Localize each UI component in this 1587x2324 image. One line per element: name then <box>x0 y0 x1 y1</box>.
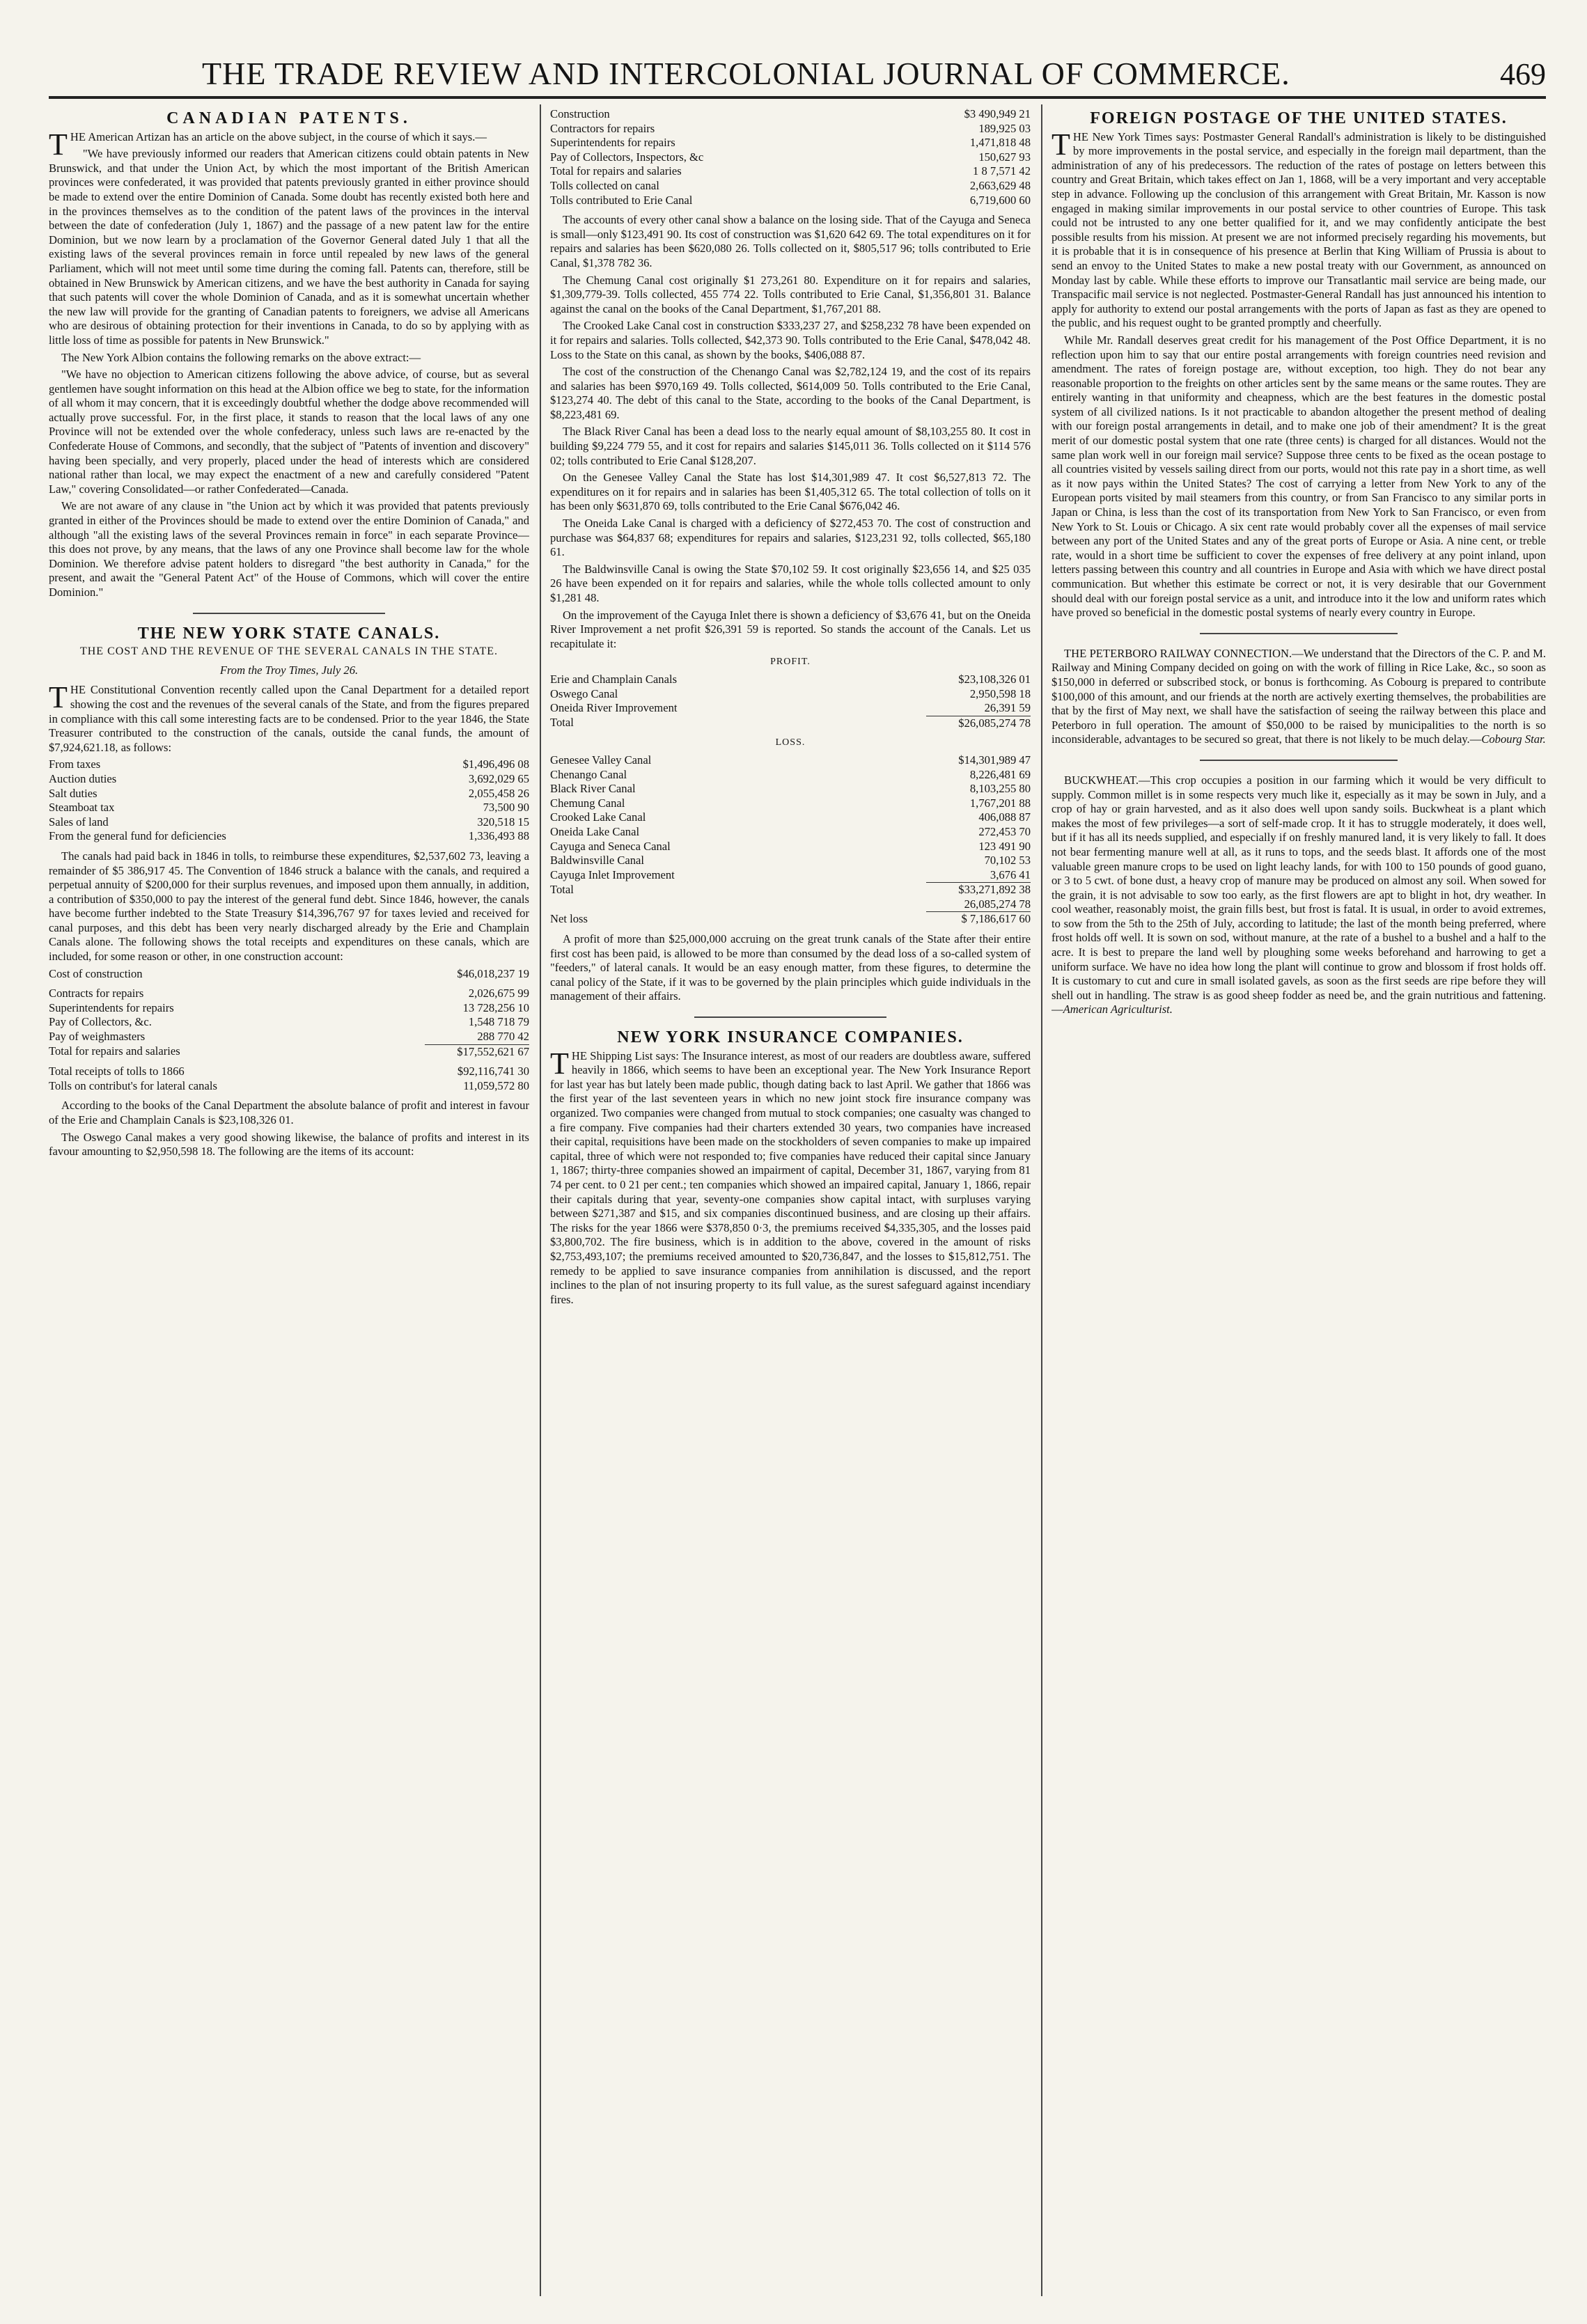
masthead <box>49 42 1546 99</box>
profit-label: PROFIT. <box>770 657 811 668</box>
table-row: Pay of Collectors, &c. 1,548 718 79 <box>49 1015 529 1029</box>
paragraph: On the Genesee Valley Canal the State has lost $14,301,989 47. It cost $6,527,813 72. The expenditures on it for repairs and in salaries has been $1,405,312 65. The total collection of tolls on it has been only $631,870 69, tolls contributed to the Erie Canal $676,042 46. <box>550 471 1031 513</box>
table-row: Pay of Collectors, Inspectors, &c 150,627 93 <box>550 150 1031 164</box>
table-row: Chemung Canal 1,767,201 88 <box>550 796 1031 810</box>
railway-item: THE PETERBORO RAILWAY CONNECTION.—We understand that the Directors of the C. P. and M. Railway and Mining Company decided on going on with the work of filling in Rice Lake, &c., so soon as $150,000 in deferred or subscribed stock, or bonus is forthcoming. As Cobourg is prepared to contribute $100,000 of this amount, and our friends at the north are actively exerting themselves, the probabilities are that by the first of May next, we shall have the satisfaction of seeing the railway between this place and Peterboro in full operation. The amount of $50,000 to be raised by municipalities to the north is so inconsiderable, advantages to be secured so great, that there is not likely to be much delay.—Cobourg Star. <box>1052 646 1546 746</box>
paragraph: On the improvement of the Cayuga Inlet there is shown a deficiency of $3,676 41, but on the Oneida River Improvement a net profit $26,391 59 is reported. So stands the account of the Canals. Let us recapitulate it: <box>550 608 1031 650</box>
section-divider <box>193 613 385 614</box>
paragraph: "We have no objection to American citizens following the above advice, of course, but as several gentlemen have sought information on this head at the Albion office we beg to state, for the information of all whom it may concern, that it is exceedingly doubtful whether the dodge above recommended will actually prove successful. For, in the first place, it stands to reason that the local laws of any one Province will not be extended over the whole confederacy, unless such laws are re-enacted by the Confederate House of Commons, and secondly, that the subject of "Patents of invention and discovery" having been specially, and very properly, placed under the head of interests which are considered national rather than local, we may expect the enactment of a new and carefully considered "Patent Law," covering Consolidated—or rather Confederated—Canada. <box>49 368 529 496</box>
article-heading-patents: CANADIAN PATENTS. <box>166 109 412 127</box>
paragraph: The Crooked Lake Canal cost in construction $333,237 27, and $258,232 78 have been expended on it for repairs and salaries. Tolls collected, $42,373 90. Tolls contributed to the Erie Canal, $478,042 48. Loss to the State on this canal, as shown by the books, $406,088 87. <box>550 319 1031 361</box>
table-row: Sales of land 320,518 15 <box>49 815 529 829</box>
table-row: Superintendents for repairs 1,471,818 48 <box>550 136 1031 150</box>
table-row: Cost of construction $46,018,237 19 <box>49 966 529 980</box>
journal-title: THE TRADE REVIEW AND INTERCOLONIAL JOURNAL OF COMMERCE. <box>202 56 1290 91</box>
net-loss-row: Net loss $ 7,186,617 60 <box>550 911 1031 926</box>
paragraph: The accounts of every other canal show a balance on the losing side. That of the Cayuga and Seneca is small—only $123,491 90. Its cost of construction was $1,620 642 69. The total expenditures on it for repairs and salaries has been $620,080 26. Tolls collected on it, $805,517 96; tolls contributed to Erie Canal, $1,378 782 36. <box>550 213 1031 269</box>
table-total-row: Total for repairs and salaries $17,552,621 67 <box>49 1044 529 1058</box>
paragraph: The Baldwinsville Canal is owing the State $70,102 59. It cost originally $23,656 14, and $25 035 26 have been expended on it for repairs and salaries, while the whole tolls collected amount to only $1,281 48. <box>550 562 1031 604</box>
column-rule <box>540 104 541 2296</box>
buckwheat-item: BUCKWHEAT.—This crop occupies a position in our farming which it would be very difficult to supply. Common millet is in some respects very much like it, especially as it may be sown in July, and a crop of hay or grain harvested, and as it also does well upon sandy soils. Buckwheat is a plant which makes the most of few privileges—a sort of self-made crop. It it has to struggle moderately, it does well, but if it has all its needs supplied, and especially if on freshly manured land, it is very likely to fall. It does not bear fermenting manure well at all, as it runs to tops, and the seeds blast. It affords one of the most valuable green manure crops to be used on light leachy lands, for with 100 to 150 pounds of good guano, or 3 to 5 cwt. of bone dust, a heavy crop of manure may be produced on almost any soil. When sowed for the grain, it is not advisable to sow too early, as the first flowers are apt to blight in hot, dry weather. In cool weather, reasonably moist, the grain fills best, but frost is fatal. It is usual, in order to avoid extremes, to sow from the 5th to the 25th of July, according to latitude; the last of the month being preferred, where frost holds off well. It is sown on sod, without manure, at the rate of a bushel to a bushel and a half to the acre. It is best to prepare the land well by ploughing some weeks beforehand and harrowing to get a uniform surface. We have no idea how long the plant will continue to grow and blossom if frost holds off. It is customary to cut and cure in small isolated gavels, as soon as the first seeds are ripe before they will shell out in handling. The straw is as good sheep fodder as need be, and the grain nutritious and fattening.—American Agriculturist. <box>1052 773 1546 1016</box>
article-heading-insurance: NEW YORK INSURANCE COMPANIES. <box>617 1028 964 1047</box>
table-row: Cayuga Inlet Improvement 3,676 41 <box>550 867 1031 881</box>
table-row: Total receipts of tolls to 1866 $92,116,741 30 <box>49 1065 529 1078</box>
table-row: Chenango Canal 8,226,481 69 <box>550 767 1031 781</box>
paragraph: A profit of more than $25,000,000 accruing on the great trunk canals of the State after their entire first cost has been paid, is allowed to be more than consumed by the dead loss of a so-called system of "feeders," of lateral canals. It would be an easy enough matter, from these figures, to determine the canal policy of the State, if it was to be governed by the plain principles which guide individuals in the management of their affairs. <box>550 932 1031 1003</box>
paragraph: THE Constitutional Convention recently called upon the Canal Department for a detailed report showing the cost and the revenues of the several canals of the State, and from the figures prepared in compliance with this call some interesting facts are to be condensed. Prior to the year 1846, the State Treasurer contributed to the construction of the canals, outside the canal funds, the amount of $7,924,621.18, as follows: <box>49 680 529 754</box>
table-row: Erie and Champlain Canals $23,108,326 01 <box>550 672 1031 686</box>
table-row: Oswego Canal 2,950,598 18 <box>550 686 1031 700</box>
column-1 <box>49 104 529 2296</box>
article-heading-canals: THE NEW YORK STATE CANALS. <box>137 624 441 643</box>
article-heading-postage: FOREIGN POSTAGE OF THE UNITED STATES. <box>1090 109 1508 127</box>
article-source: From the Troy Times, July 26. <box>219 663 359 677</box>
paragraph: The Black River Canal has been a dead loss to the nearly equal amount of $8,103,255 80. It cost in building $9,224 779 55, and it cost for repairs and salaries $145,011 36. Tolls collected on it $114 576 02; tolls contributed to Erie Canal $128,207. <box>550 425 1031 467</box>
table-row: Tolls collected on canal 2,663,629 48 <box>550 178 1031 192</box>
loss-table <box>550 753 1031 927</box>
construction-table <box>49 967 529 982</box>
table-row: Oneida River Improvement 26,391 59 <box>550 701 1031 715</box>
table-row: Black River Canal 8,103,255 80 <box>550 782 1031 796</box>
paragraph: The canals had paid back in 1846 in tolls, to reimburse these expenditures, $2,537,602 73, leaving a remainder of $5 386,917 45. The Convention of 1846 struck a balance with the canals, and required a perpetual annuity of $200,000 for their surplus revenues, and imposed upon them annually, in addition, a contribution of $350,000 to pay the interest of the general fund debt. Since 1846, however, the canals have become further indebted to the State Treasury $14,396,767 97 for taxes levied and received for canal purposes, and this debt has been very nearly discharged already by the Erie and Champlain Canals alone. The following shows the total receipts and expenditures on these canals, which are included, for some reason or other, in one construction account: <box>49 849 529 964</box>
paragraph: According to the books of the Canal Department the absolute balance of profit and interest in favour of the Erie and Champlain Canals is $23,108,326 01. <box>49 1099 529 1126</box>
table-row: Contracts for repairs 2,026,675 99 <box>49 987 529 1000</box>
article-subheading: THE COST AND THE REVENUE OF THE SEVERAL CANALS IN THE STATE. <box>79 645 499 658</box>
table-total-row: Total $26,085,274 78 <box>550 716 1031 730</box>
table-total-row: Total $33,271,892 38 <box>550 882 1031 897</box>
table-row: Genesee Valley Canal $14,301,989 47 <box>550 753 1031 767</box>
paragraph: The Oswego Canal makes a very good showing likewise, the balance of profits and interest in its favour amounting to $2,950,598 18. The following are the items of its account: <box>49 1130 529 1159</box>
page-number: 469 <box>1500 57 1546 91</box>
table-row: Baldwinsville Canal 70,102 53 <box>550 854 1031 867</box>
paragraph: We are not aware of any clause in "the Union act by which it was provided that patents previously granted in either of the Provinces should be made to extend over the entire Dominion of Canada," and although "all the existing laws of the several Provinces remain in force" in each separate Province—this does not prove, by any means, that the laws of any one Province shall become law for the whole Dominion. We therefore advise patent holders to disregard "the best authority in Canada," for the present, and await the "General Patent Act" of the House of Commons, which will cover the entire Dominion." <box>49 499 529 599</box>
table-row: From the general fund for deficiencies 1,336,493 88 <box>49 829 529 843</box>
profit-table <box>550 673 1031 730</box>
table-row: Pay of weighmasters 288 770 42 <box>49 1030 529 1044</box>
table-row: Contractors for repairs 189,925 03 <box>550 121 1031 135</box>
paragraph: The New York Albion contains the following remarks on the above extract:— <box>61 350 421 364</box>
paragraph: While Mr. Randall deserves great credit for his management of the Post Office Department, it is no reflection upon him to say that our entire postal arrangements with foreign countries need revision and amendment. The rates of foreign postage are, without exception, too high. They do not bear any reasonable proportion to the freights on other articles sent by the same means or the same routes. They are entirely wanting in that uniformity and cheapness, which are the best features in the domestic postal system of all civilized nations. Is it not practicable to abandon altogether the present method of dealing with our foreign postal arrangements in detail, and to make one job of their amendment? It is the great merit of our domestic postal system that one rate (three cents) is charged for all distances. Would not the same plan work well in our foreign mail service? Suppose three cents to be fixed as the ocean postage to all countries visited by vessels sailing direct from our ports, would not this rate pay in a short time, as well as it now pays within the United States? The cost of carrying a letter from New York to any of the European ports visited by mail steamers from this country, or from San Francisco to any similar ports in Japan or China, is less than the cost of its transportation from New York to San Francisco, or even from New York to St. Louis or Chicago. A six cent rate would probably cover all the expenses of mail service between any port of the United States and any of the great ports of Europe or Asia. A nine cent, or treble rate, would in a short time be sufficient to cover the expenses of free delivery at any point inland, upon letters passing between this country and all countries in Europe and Asia with which we have direct postal communication. But whether this estimate be correct or not, it is very desirable that our Government should deal with our foreign postal service as a unit, and introduce into it the low and uniform rates which have proved so beneficial in the domestic postal systems of nearly every country in Europe. <box>1052 333 1546 620</box>
section-divider <box>694 1016 886 1018</box>
loss-label: LOSS. <box>775 737 806 748</box>
oswego-table <box>550 107 1031 207</box>
paragraph: The cost of the construction of the Chenango Canal was $2,782,124 19, and the cost of its repairs and salaries has been $970,169 49. Tolls collected, $614,009 50. Tolls contributed to the Erie Canal, $123,274 40. The debt of this canal to the State, according to the books of the Canal Department, is $8,223,481 69. <box>550 365 1031 421</box>
column-rule <box>1041 104 1042 2296</box>
tolls-table <box>49 1065 529 1093</box>
table-row: Oneida Lake Canal 272,453 70 <box>550 824 1031 838</box>
table-row: From taxes $1,496,496 08 <box>49 757 529 771</box>
section-divider <box>1200 633 1398 634</box>
item-source: Cobourg Star. <box>1481 732 1546 746</box>
table-row: 26,085,274 78 <box>964 897 1031 911</box>
paragraph: "We have previously informed our readers that American citizens could obtain patents in New Brunswick, and that under the Union Act, by which the most important of the British American provinces were confederated, it was provided that patents previously granted in either province should be made to extend over the entire Dominion of Canada. Some doubt has recently existed both here and in the provinces themselves as to the condition of the patent laws of the provinces in the interval between the date of confederation (July 1, 1867) and the passage of a new patent law for the entire Dominion, but we now learn by a proclamation of the Governor General dated July 1 that all the existing laws of the several provinces remain in force until repealed by new laws of the general Parliament, which will not meet until some time during the coming fall. Patents can, therefore, still be obtained in New Brunswick by American citizens, and we have the best authority in Canada for saying that such patents will cover the whole Dominion of Canada, and as it is somewhat uncertain whether the new law will provide for the granting of Canadian patents to foreigners, we advise all Americans who are desirous of obtaining protection for their inventions in Canada, to do so by applying with as little loss of time as possible for patents in New Brunswick." <box>49 147 529 347</box>
table-row: Crooked Lake Canal 406,088 87 <box>550 810 1031 824</box>
table-row: Superintendents for repairs 13 728,256 10 <box>49 1000 529 1014</box>
paragraph: THE New York Times says: Postmaster General Randall's administration is likely to be distinguished by more improvements in the postal service, and especially in the foreign mail department, than the administration of any of his predecessors. The reduction of the rates of postage on letters between this country and Great Britain, which takes effect on Jan 1, 1868, will be a very important and very acceptable step in advance. Following up the conclusion of this arrangement with Great Britain, Mr. Kasson is now engaged in making similar improvements in our postal service to other countries of Europe. This task could not be intrusted to any one better qualified for it, and we may confidently anticipate the best possible results from his mission. At present we are not informed precisely regarding his movements, but it is probable that it is in consequence of his presence at Berlin that King William of Prussia is about to send an envoy to the United States to make a new postal treaty with our Government, as announced on Monday last by cable. While these efforts to improve our Transatlantic mail service are being made, our Transpacific mail service is not neglected. Postmaster-General Randall has just announced his intention to apply for authority to extend our postal arrangements with the ports of Japan as fast as they are opened to the public, and his request ought to be granted promptly and cheerfully. <box>1052 127 1546 330</box>
table-row: Auction duties 3,692,029 65 <box>49 771 529 785</box>
table-row: Salt duties 2,055,458 26 <box>49 786 529 800</box>
section-divider <box>1200 760 1398 761</box>
table-row: Tolls on contribut's for lateral canals 11,059,572 80 <box>49 1078 529 1092</box>
table-row: Total for repairs and salaries 1 8 7,571 42 <box>550 164 1031 178</box>
item-source: American Agriculturist. <box>1063 1003 1173 1016</box>
table-row: Cayuga and Seneca Canal 123 491 90 <box>550 839 1031 853</box>
column-2 <box>550 104 1031 2296</box>
table-row: Construction $3 490,949 21 <box>550 107 1031 120</box>
table-row: Steamboat tax 73,500 90 <box>49 801 529 815</box>
paragraph: THE Shipping List says: The Insurance interest, as most of our readers are doubtless aware, suffered heavily in 1866, which seems to have been an exceptional year. The New York Insurance Report for last year has but lately been made public, though dating back to last April. We gather that 1866 was the first year of the last seventeen years in which no new joint stock fire insurance company was organized. Two companies were changed from mutual to stock companies; one casualty was changed to a fire company. Five companies had their charters extended 30 years, two companies have increased their capital, requisitions have been made on the stockholders of seven companies to make up impaired capital, three of which were not responded to; five companies have reduced their capital since January 1, 1867; thirty-three companies showed an impairment of capital, December 31, 1867, varying from 81 74 per cent. to 0 21 per cent.; ten companies which showed an impaired capital, January 1, 1866, repair their capitals during that year, seventy-one companies show capital intact, with surpluses varying between $271,387 and $15, and six companies discontinued business, and are closing up their affairs. The risks for the year 1866 were $378,850 0·3, the premiums received $4,335,305, and the losses paid $3,800,702. The fire business, which is in addition to the above, covered in the amount of risks $2,753,493,107; the premiums received amounted to $20,736,847, and the losses to $15,812,751. The remedy to be applied to save insurance companies from annihilation is discussed, and the report inclines to the plan of not insuring property to its full value, as the surest safeguard against incendiary fires. <box>550 1046 1031 1306</box>
paragraph: The Chemung Canal cost originally $1 273,261 80. Expenditure on it for repairs and salaries, $1,309,779-39. Tolls collected, 455 774 22. Tolls contributed to Erie Canal, $1,356,801 31. Balance against the canal on the books of the Canal Department, $1,767,201 88. <box>550 273 1031 315</box>
contributions-table <box>49 757 529 844</box>
table-row: Tolls contributed to Erie Canal 6,719,600 60 <box>550 193 1031 207</box>
paragraph: The Oneida Lake Canal is charged with a deficiency of $272,453 70. The cost of construction and purchase was $64,837 68; expenditures for repairs and salaries, $123,231 92, tolls collected, $65,180 61. <box>550 517 1031 559</box>
repairs-table <box>49 987 529 1059</box>
paragraph: THE American Artizan has an article on the above subject, in the course of which it says.— <box>49 127 487 162</box>
column-3 <box>1052 104 1546 2296</box>
